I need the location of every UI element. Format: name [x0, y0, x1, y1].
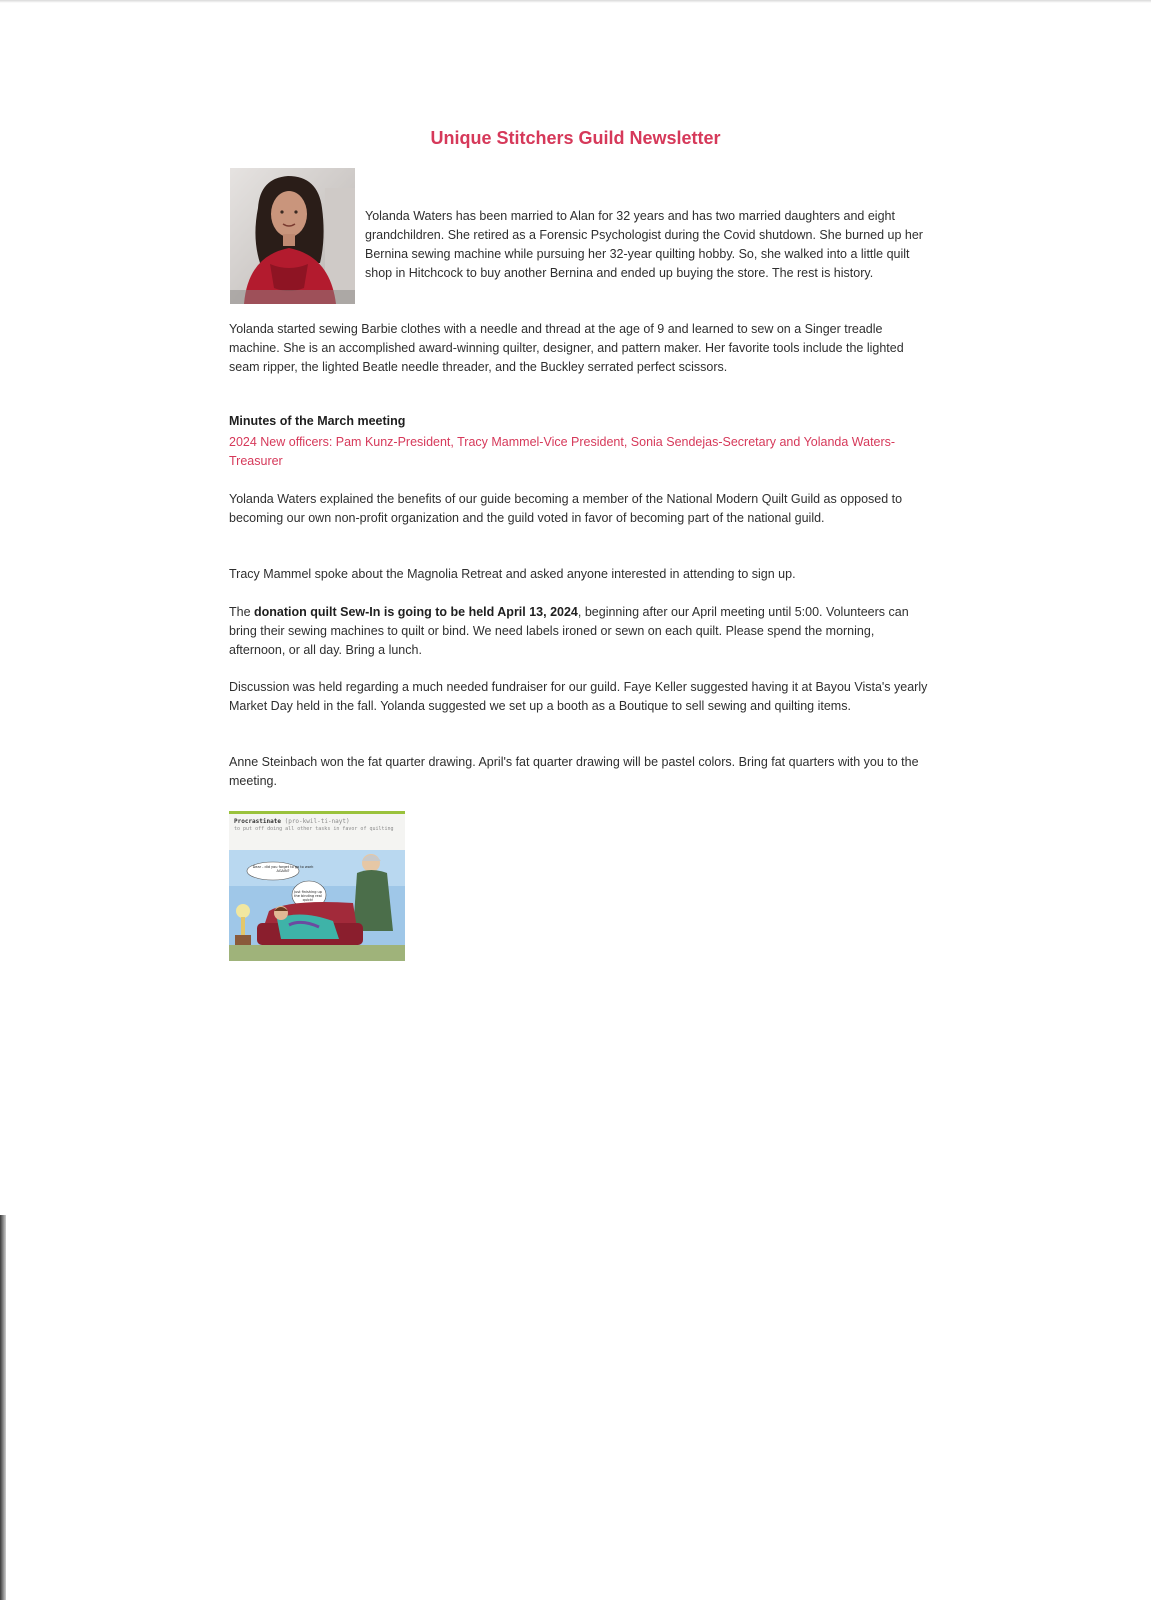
sew-in-highlight: donation quilt Sew-In is going to be held April 13, 2024 [254, 605, 578, 619]
cartoon-word [234, 818, 350, 825]
membership-paragraph: Yolanda Waters explained the benefits of our guide becoming a member of the National Modern Quilt Guild as opposed to becoming our own non-profit organization and the guild voted in favor of becoming part of the national guild. [229, 492, 903, 525]
sewing-history-paragraph: Yolanda started sewing Barbie clothes with a needle and thread at the age of 9 and learned to sew on a Singer treadle machine. She is an accomplished award-winning quilter, designer, and pattern maker. Her favorite tools include the lighted seam ripper, the lighted Beatle needle threader, and the Buckley serrated perfect scissors. [229, 322, 904, 374]
retreat-paragraph: Tracy Mammel spoke about the Magnolia Retreat and asked anyone interested in attending to sign up. [229, 567, 796, 581]
sew-in-prefix: The [229, 605, 255, 619]
sew-in-details: , beginning after our April meeting until 5:00. Volunteers can bring their sewing machines to quilt or bind. We need labels ironed or sewn on each quilt. Please spend the morning, afternoon, or all day. Bring a lunch. [229, 605, 909, 657]
procrastinate-cartoon [229, 811, 405, 961]
cartoon-pronunciation: (pro-kwil-ti-nayt) [284, 818, 350, 825]
cartoon-word-text: Procrastinate [234, 818, 281, 825]
fundraiser-paragraph: Discussion was held regarding a much needed fundraiser for our guild. Faye Keller suggested having it at Bayou Vista's yearly Market Day held in the fall. Yolanda suggested we set up a booth as a Boutique to sell sewing and quilting items. [229, 680, 928, 713]
cartoon-definition: to put off doing all other tasks in favor of quilting [234, 826, 394, 832]
cartoon-speech-bubble-husband: Dear - did you forget to go to work AGAIN? [252, 865, 314, 873]
newsletter-title: Unique Stitchers Guild Newsletter [430, 128, 721, 148]
bio-paragraph: Yolanda Waters has been married to Alan for 32 years and has two married daughters and eight grandchildren. She retired as a Forensic Psychologist during the Covid shutdown. She burned up her Bernina sewing machine while pursuing her 32-year quilting hobby. So, she walked into a little quilt shop in Hitchcock to buy another Bernina and ended up buying the store. The rest is history. [365, 209, 923, 280]
minutes-heading: Minutes of the March meeting [229, 414, 406, 428]
cartoon-speech-bubble-quilter: Just finishing up the binding real quick! [294, 890, 322, 902]
sew-in-paragraph [229, 603, 929, 660]
yolanda-waters-photo [230, 168, 355, 304]
fat-quarter-paragraph: Anne Steinbach won the fat quarter drawing. April's fat quarter drawing will be pastel colors. Bring fat quarters with you to the meeting. [229, 755, 919, 788]
new-officers-text: 2024 New officers: Pam Kunz-President, Tracy Mammel-Vice President, Sonia Sendejas-Secretary and Yolanda Waters-Treasurer [229, 435, 896, 468]
